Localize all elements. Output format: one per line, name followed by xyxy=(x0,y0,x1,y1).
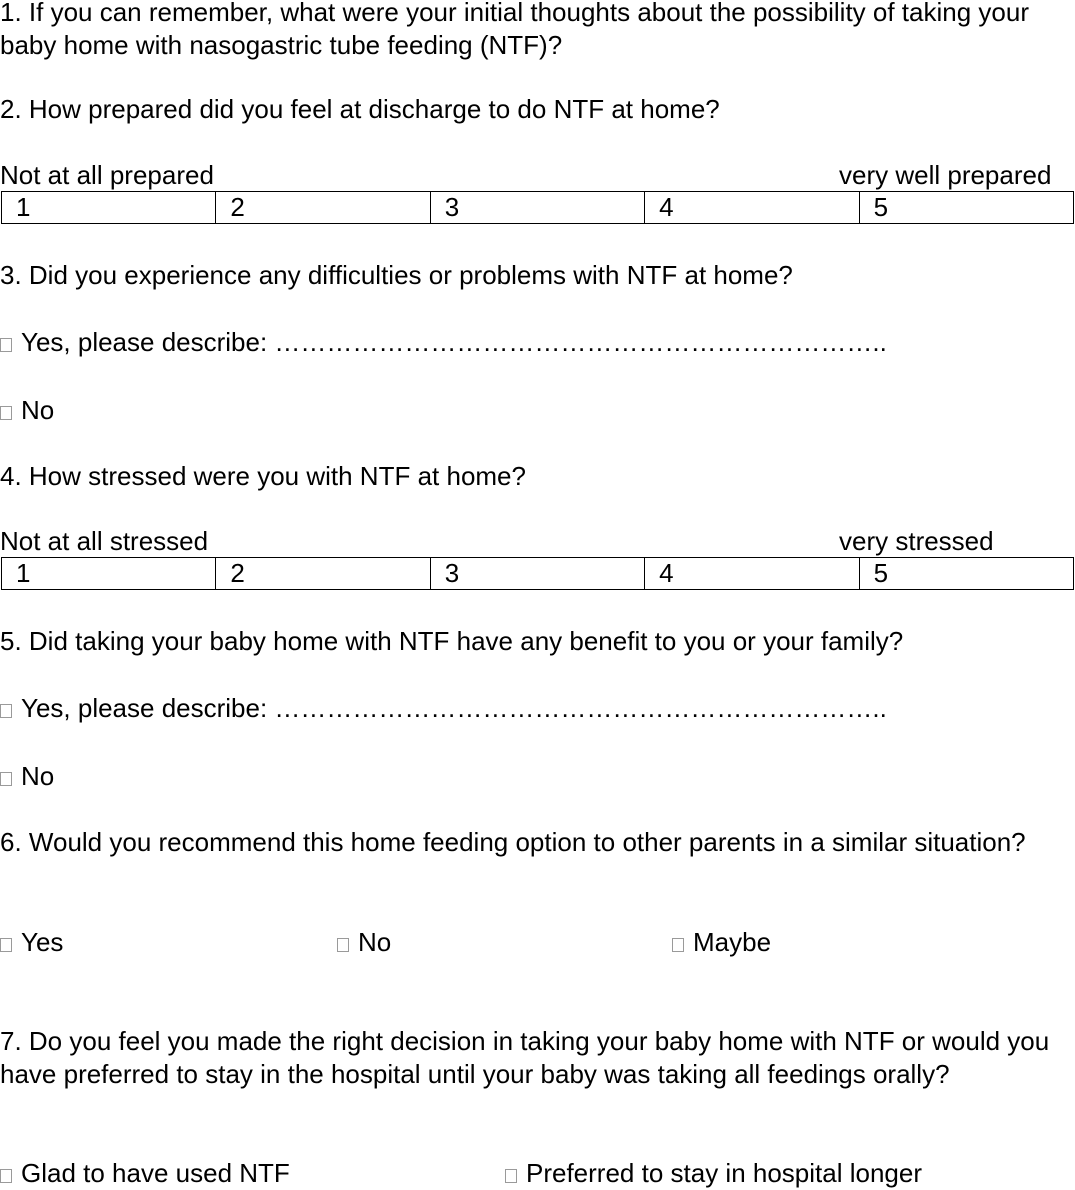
checkbox-icon[interactable] xyxy=(337,938,349,952)
q4-scale-right-label: very stressed xyxy=(839,526,994,556)
checkbox-icon[interactable] xyxy=(505,1169,517,1183)
q3-no-label: No xyxy=(21,395,55,425)
q2-scale-left-label: Not at all prepared xyxy=(0,160,214,190)
q2-scale-labels xyxy=(0,159,1075,192)
q5-no-label: No xyxy=(21,761,55,791)
checkbox-icon[interactable] xyxy=(0,772,12,786)
q7-option-label: Preferred to stay in hospital longer xyxy=(526,1158,922,1188)
checkbox-icon[interactable] xyxy=(0,938,12,952)
q6-option-label: Maybe xyxy=(693,927,772,957)
q7-option-label: Glad to have used NTF xyxy=(21,1158,290,1188)
q3-yes-option[interactable] xyxy=(0,326,887,359)
q5-yes-label: Yes, please describe: …………………………………………………………….. xyxy=(21,693,887,723)
q4-scale-option-1[interactable]: 1 xyxy=(2,558,216,590)
q6-option-label: No xyxy=(358,927,392,957)
q4-scale-option-4[interactable]: 4 xyxy=(645,558,859,590)
question-7: 7. Do you feel you made the right decision in taking your baby home with NTF or would you have preferred to stay in the hospital until your baby was taking all feedings orally? xyxy=(0,1026,1050,1089)
question-2: 2. How prepared did you feel at discharge to do NTF at home? xyxy=(0,94,720,124)
checkbox-icon[interactable] xyxy=(672,938,684,952)
q7-option-glad[interactable] xyxy=(0,1157,290,1190)
q2-scale-option-1[interactable]: 1 xyxy=(2,192,216,224)
q4-scale-labels xyxy=(0,525,1075,558)
checkbox-icon[interactable] xyxy=(0,704,12,718)
checkbox-icon[interactable] xyxy=(0,338,12,352)
checkbox-icon[interactable] xyxy=(0,406,12,420)
q2-scale-option-2[interactable]: 2 xyxy=(216,192,430,224)
q3-no-option[interactable] xyxy=(0,394,54,427)
q2-scale-option-4[interactable]: 4 xyxy=(645,192,859,224)
q5-no-option[interactable] xyxy=(0,760,54,793)
q6-option-yes[interactable] xyxy=(0,926,63,959)
question-3: 3. Did you experience any difficulties or problems with NTF at home? xyxy=(0,260,793,290)
question-1: 1. If you can remember, what were your initial thoughts about the possibility of taking your baby home with nasogastric tube feeding (NTF)? xyxy=(0,0,1029,60)
q6-option-no[interactable] xyxy=(337,926,391,959)
q6-option-label: Yes xyxy=(21,927,64,957)
q2-scale-option-5[interactable]: 5 xyxy=(859,192,1073,224)
q4-scale-option-2[interactable]: 2 xyxy=(216,558,430,590)
checkbox-icon[interactable] xyxy=(0,1169,12,1183)
question-5: 5. Did taking your baby home with NTF have any benefit to you or your family? xyxy=(0,626,904,656)
q4-rating-scale xyxy=(1,557,1074,590)
q5-yes-option[interactable] xyxy=(0,692,887,725)
q4-scale-left-label: Not at all stressed xyxy=(0,526,209,556)
question-4: 4. How stressed were you with NTF at home? xyxy=(0,461,526,491)
q2-scale-option-3[interactable]: 3 xyxy=(430,192,644,224)
q7-option-hospital[interactable] xyxy=(505,1157,922,1190)
q4-scale-option-3[interactable]: 3 xyxy=(430,558,644,590)
question-6: 6. Would you recommend this home feeding option to other parents in a similar situation? xyxy=(0,827,1026,857)
q6-option-maybe[interactable] xyxy=(672,926,771,959)
q2-rating-scale xyxy=(1,191,1074,224)
q2-scale-right-label: very well prepared xyxy=(839,160,1052,190)
q3-yes-label: Yes, please describe: …………………………………………………………….. xyxy=(21,327,887,357)
q4-scale-option-5[interactable]: 5 xyxy=(859,558,1073,590)
